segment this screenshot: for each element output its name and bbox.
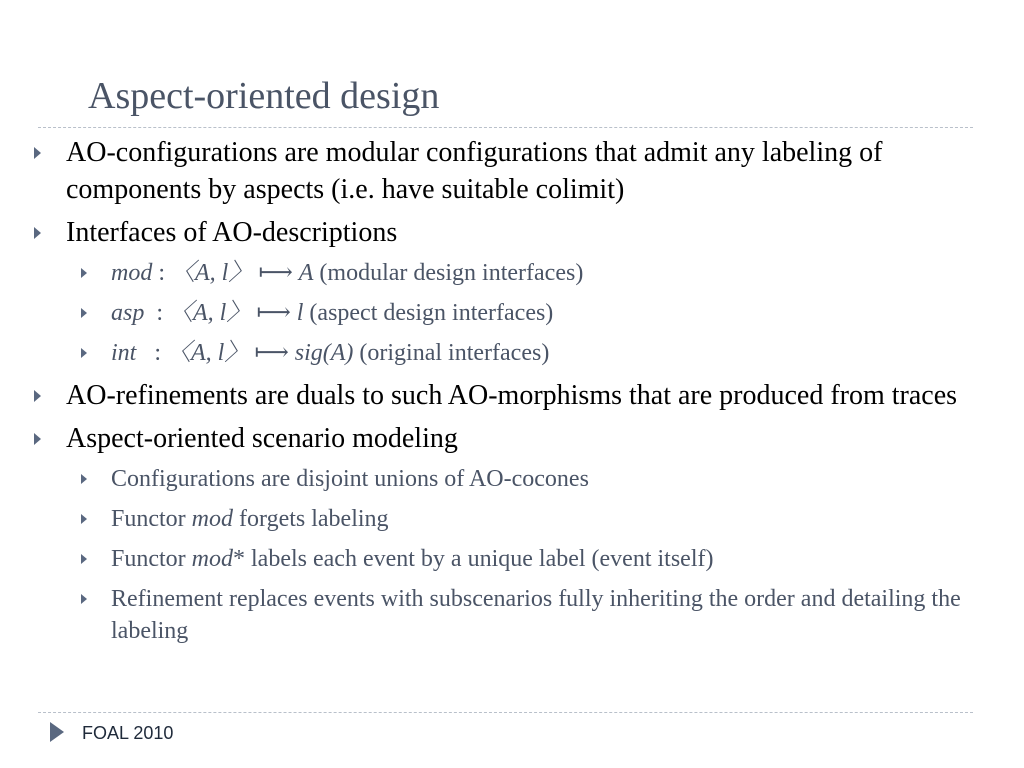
bullet-text: Interfaces of AO-descriptions <box>66 217 398 248</box>
triangle-bullet-icon <box>34 227 41 239</box>
triangle-bullet-icon <box>81 554 87 564</box>
interface-formula: 〈A, l〉 ⟼ l <box>169 300 304 326</box>
interface-sep: : <box>144 300 170 326</box>
triangle-bullet-icon <box>34 433 41 445</box>
sub-bullet-item <box>28 257 988 289</box>
triangle-bullet-icon <box>34 147 41 159</box>
interface-name: asp <box>111 300 145 326</box>
triangle-bullet-icon <box>81 514 87 524</box>
interface-formula: 〈A, l〉 ⟼ A <box>171 260 314 286</box>
interface-desc: (aspect design interfaces) <box>303 300 554 326</box>
triangle-bullet-icon <box>81 348 87 358</box>
bullet-item <box>28 420 988 457</box>
sub-bullet-text: Functor <box>111 506 192 532</box>
sub-bullet-item <box>28 503 988 535</box>
triangle-bullet-icon <box>81 268 87 278</box>
sub-bullet-item <box>28 463 988 495</box>
bullet-item <box>28 377 988 414</box>
footer-divider <box>38 712 973 713</box>
sub-bullet-text: Functor <box>111 546 192 572</box>
interface-desc: (original interfaces) <box>353 340 550 366</box>
triangle-bullet-icon <box>34 390 41 402</box>
interface-name: int <box>111 340 137 366</box>
sub-bullet-item <box>28 583 988 647</box>
title-divider <box>38 127 973 128</box>
interface-formula: 〈A, l〉 ⟼ sig(A) <box>167 340 354 366</box>
footer-label: FOAL 2010 <box>82 723 174 743</box>
sub-bullet-text: * labels each event by a unique label (event itself) <box>233 546 714 572</box>
slide-content <box>28 134 988 655</box>
sub-bullet-item <box>28 297 988 329</box>
bullet-item <box>28 214 988 251</box>
interface-desc: (modular design interfaces) <box>313 260 584 286</box>
bullet-text: Aspect-oriented scenario modeling <box>66 423 458 454</box>
functor-name: mod <box>191 506 234 532</box>
bullet-text: AO-configurations are modular configurations that admit any labeling of components by aspects (i.e. have suitable colimit) <box>66 137 883 205</box>
sub-bullet-text: Refinement replaces events with subscenarios fully inheriting the order and detailing the labeling <box>111 586 961 644</box>
bullet-text: AO-refinements are duals to such AO-morphisms that are produced from traces <box>66 380 958 411</box>
footer-triangle-icon <box>50 722 64 742</box>
sub-bullet-item <box>28 337 988 369</box>
triangle-bullet-icon <box>81 474 87 484</box>
sub-bullet-text: Configurations are disjoint unions of AO-cocones <box>111 466 589 492</box>
triangle-bullet-icon <box>81 308 87 318</box>
interface-sep: : <box>152 260 172 286</box>
bullet-item <box>28 134 988 208</box>
triangle-bullet-icon <box>81 594 87 604</box>
interface-name: mod <box>111 260 153 286</box>
slide-title: Aspect-oriented design <box>88 75 440 117</box>
sub-bullet-item <box>28 543 988 575</box>
functor-name: mod <box>191 546 234 572</box>
interface-sep: : <box>136 340 168 366</box>
sub-bullet-text: forgets labeling <box>233 506 389 532</box>
